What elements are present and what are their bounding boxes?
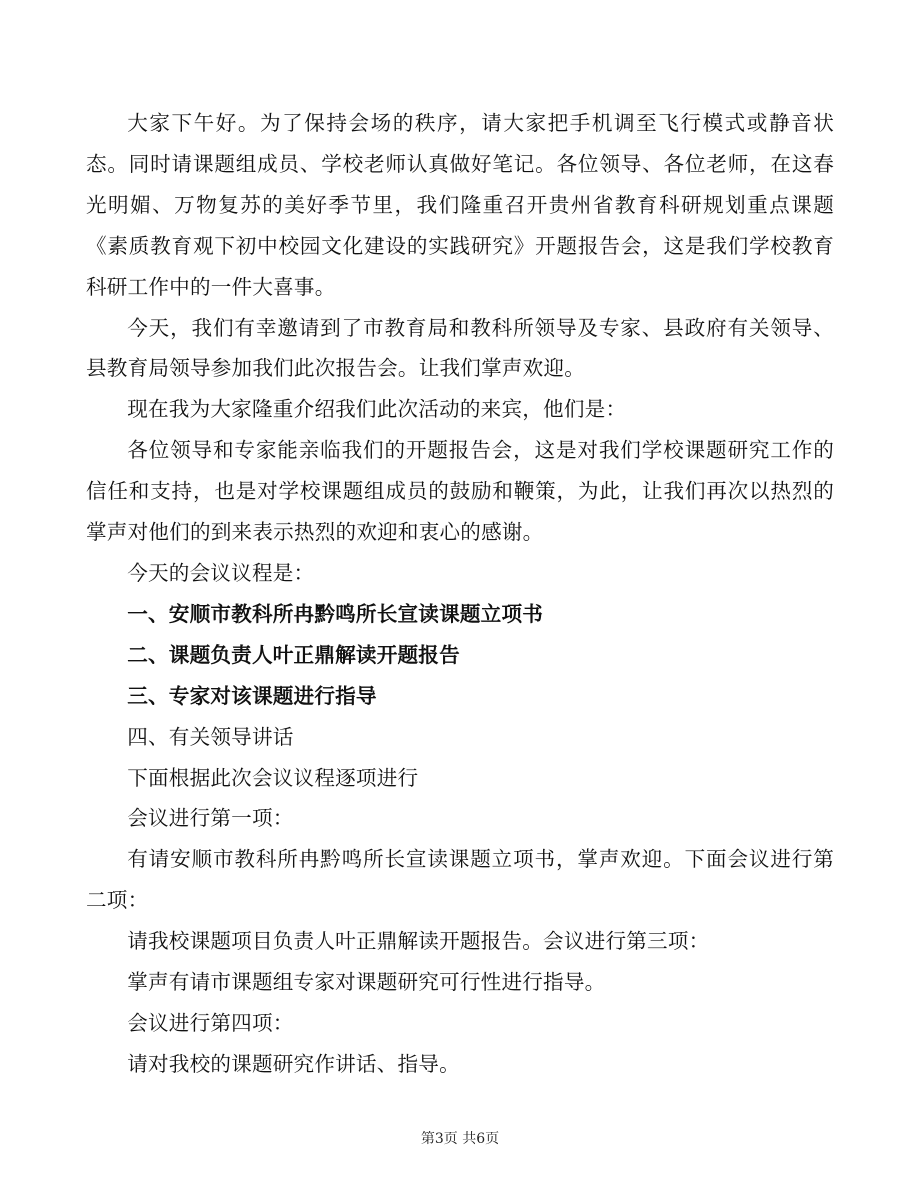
paragraph-item-4-detail: 请对我校的课题研究作讲话、指导。 bbox=[127, 1051, 460, 1076]
paragraph-item-4-heading: 会议进行第四项： bbox=[127, 1010, 294, 1035]
page-footer: 第3页 共6页 bbox=[420, 1131, 500, 1147]
paragraph-thanks: 各位领导和专家能亲临我们的开题报告会，这是对我们学校课题研究工作的信任和支持，也是对学校课题组成员的鼓励和鞭策，为此，让我们再次以热烈的掌声对他们的到来表示热烈的欢迎和衷心的感谢。 bbox=[86, 438, 834, 545]
agenda-item-4: 四、有关领导讲话 bbox=[127, 724, 294, 749]
agenda-item-1: 一、安顺市教科所冉黔鸣所长宣读课题立项书 bbox=[127, 601, 544, 626]
paragraph-item-1-heading: 会议进行第一项： bbox=[127, 806, 294, 831]
paragraph-invitation: 今天，我们有幸邀请到了市教育局和教科所领导及专家、县政府有关领导、县教育局领导参加我们此次报告会。让我们掌声欢迎。 bbox=[86, 315, 834, 381]
paragraph-agenda-heading: 今天的会议议程是： bbox=[127, 560, 315, 585]
agenda-item-3: 三、专家对该课题进行指导 bbox=[127, 683, 377, 708]
paragraph-proceed: 下面根据此次会议议程逐项进行 bbox=[127, 765, 419, 790]
document-body bbox=[86, 103, 834, 1085]
paragraph-greeting: 大家下午好。为了保持会场的秩序，请大家把手机调至飞行模式或静音状态。同时请课题组成员、学校老师认真做好笔记。各位领导、各位老师，在这春光明媚、万物复苏的美好季节里，我们隆重召开贵州省教育科研规划重点课题《素质教育观下初中校园文化建设的实践研究》开题报告会，这是我们学校教育科研工作中的一件大喜事。 bbox=[86, 111, 834, 299]
paragraph-guests-intro: 现在我为大家隆重介绍我们此次活动的来宾，他们是： bbox=[127, 397, 627, 422]
paragraph-item-1-detail: 有请安顺市教科所冉黔鸣所长宣读课题立项书，掌声欢迎。下面会议进行第二项： bbox=[86, 847, 834, 913]
paragraph-item-2-detail: 请我校课题项目负责人叶正鼎解读开题报告。会议进行第三项： bbox=[127, 929, 710, 954]
paragraph-item-3-detail: 掌声有请市课题组专家对课题研究可行性进行指导。 bbox=[127, 970, 606, 995]
agenda-item-2: 二、课题负责人叶正鼎解读开题报告 bbox=[127, 642, 460, 667]
